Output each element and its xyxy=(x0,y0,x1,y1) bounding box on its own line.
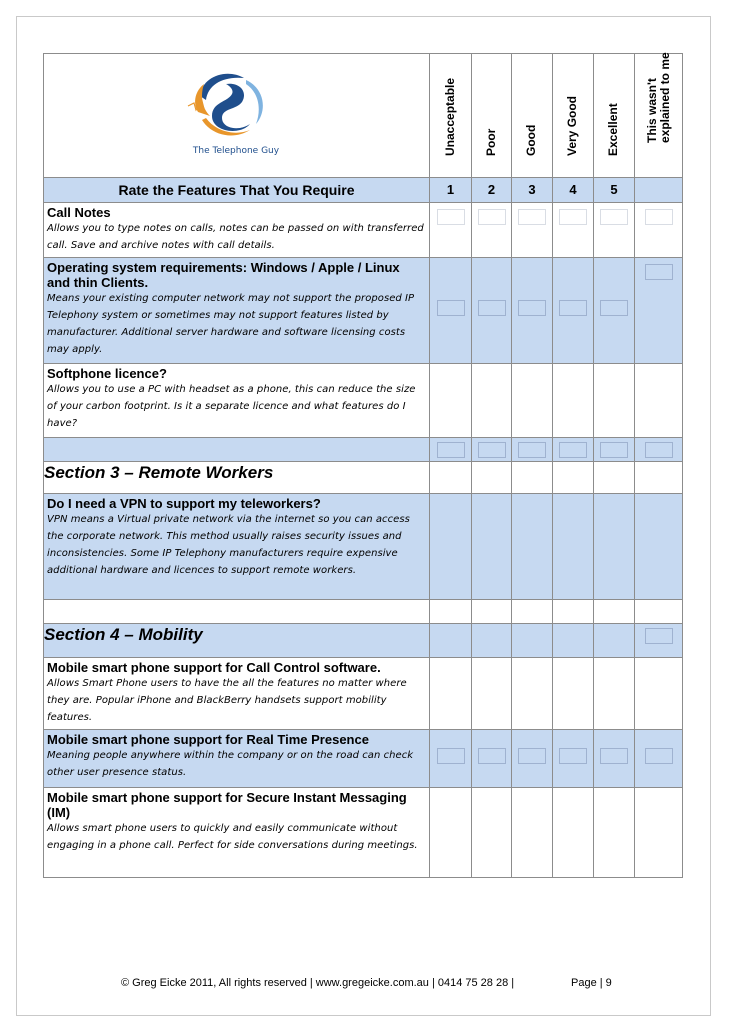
rating-cell-4[interactable] xyxy=(553,258,594,364)
rating-cell-4[interactable] xyxy=(553,788,594,878)
table-row xyxy=(44,658,683,730)
rating-cell-1[interactable] xyxy=(430,494,472,600)
rating-cell-1[interactable] xyxy=(430,658,472,730)
table-row xyxy=(44,730,683,788)
feature-cell xyxy=(44,203,430,258)
rating-cell-na[interactable] xyxy=(635,258,683,364)
rating-cell-na[interactable] xyxy=(635,730,683,788)
column-label-row xyxy=(44,54,683,178)
feature-description: Allows you to type notes on calls, notes can be passed on with transferred call. Save and archive notes with call details. xyxy=(47,223,424,251)
rating-cell-5[interactable] xyxy=(594,364,635,438)
feature-cell xyxy=(44,788,430,878)
score-2: 2 xyxy=(472,178,512,203)
logo-cell xyxy=(44,54,430,178)
feature-title: Softphone licence? xyxy=(47,366,167,381)
not-explained-line-1: This wasn't xyxy=(644,78,659,143)
feature-cell xyxy=(44,364,430,438)
score-na xyxy=(635,178,683,203)
rating-cell-na[interactable] xyxy=(635,658,683,730)
not-explained-line-2: explained to me xyxy=(657,52,672,143)
rating-cell-1[interactable] xyxy=(430,730,472,788)
rating-cell-3[interactable] xyxy=(512,364,553,438)
rating-cell-2[interactable] xyxy=(472,788,512,878)
rating-cell-4[interactable] xyxy=(553,203,594,258)
feature-description: Allows you to use a PC with headset as a phone, this can reduce the size of your carbon footprint. Is it a separate licence and what features do I have? xyxy=(47,384,416,429)
footer-copyright: © Greg Eicke 2011, All rights reserved | www.gregeicke.com.au | 0414 75 28 28 | xyxy=(121,977,515,989)
feature-title: Do I need a VPN to support my teleworkers? xyxy=(47,496,321,511)
table-row xyxy=(44,258,683,364)
feature-title: Mobile smart phone support for Secure Instant Messaging (IM) xyxy=(47,790,407,820)
rating-cell-5[interactable] xyxy=(594,788,635,878)
spacer-row xyxy=(44,438,683,462)
feature-cell xyxy=(44,258,430,364)
rating-cell-3[interactable] xyxy=(512,494,553,600)
logo-caption: The Telephone Guy xyxy=(192,146,280,156)
rating-cell-4[interactable] xyxy=(553,658,594,730)
score-4: 4 xyxy=(553,178,594,203)
score-1: 1 xyxy=(430,178,472,203)
rating-cell-5[interactable] xyxy=(594,730,635,788)
rating-cell-3[interactable] xyxy=(512,730,553,788)
rating-cell-4[interactable] xyxy=(553,364,594,438)
rating-cell-1[interactable] xyxy=(430,788,472,878)
rating-cell-4[interactable] xyxy=(553,730,594,788)
rating-table xyxy=(43,53,683,878)
feature-description: VPN means a Virtual private network via the internet so you can access the corporate network. This method usually raises security issues and inconsistencies. Some IP Telephony manufacturers require expensive additional hardware and licences to support remote workers. xyxy=(47,514,410,576)
feature-cell xyxy=(44,494,430,600)
rating-cell-4[interactable] xyxy=(553,494,594,600)
telephone-guy-logo xyxy=(44,54,430,172)
rating-cell-1[interactable] xyxy=(430,364,472,438)
rating-cell-2[interactable] xyxy=(472,494,512,600)
rating-cell-2[interactable] xyxy=(472,364,512,438)
header-unacceptable: Unacceptable xyxy=(430,54,472,178)
rating-cell-3[interactable] xyxy=(512,258,553,364)
rating-cell-1[interactable] xyxy=(430,258,472,364)
section-title: Section 3 – Remote Workers xyxy=(44,462,430,494)
score-5: 5 xyxy=(594,178,635,203)
header-very-good: Very Good xyxy=(553,54,594,178)
table-row xyxy=(44,494,683,600)
rating-cell-2[interactable] xyxy=(472,658,512,730)
feature-description: Allows Smart Phone users to have the all the features no matter where they are. Popular iPhone and BlackBerry handsets support mobility features. xyxy=(47,678,407,723)
header-not-explained xyxy=(635,54,683,178)
rating-cell-na[interactable] xyxy=(635,203,683,258)
footer-page-number: Page | 9 xyxy=(571,977,612,989)
rating-cell-na[interactable] xyxy=(635,364,683,438)
feature-title: Mobile smart phone support for Real Time Presence xyxy=(47,732,369,747)
rating-cell-2[interactable] xyxy=(472,258,512,364)
rating-cell-1[interactable] xyxy=(430,203,472,258)
section-row xyxy=(44,462,683,494)
rating-cell-5[interactable] xyxy=(594,203,635,258)
table-row xyxy=(44,203,683,258)
rating-cell-na[interactable] xyxy=(635,494,683,600)
feature-title: Call Notes xyxy=(47,205,111,220)
rating-cell-2[interactable] xyxy=(472,203,512,258)
feature-description: Allows smart phone users to quickly and easily communicate without engaging in a phone call. Perfect for side conversations during meetings. xyxy=(47,823,418,851)
feature-cell xyxy=(44,658,430,730)
header-good: Good xyxy=(512,54,553,178)
table-title: Rate the Features That You Require xyxy=(44,178,430,203)
header-excellent: Excellent xyxy=(594,54,635,178)
table-row xyxy=(44,788,683,878)
rating-cell-3[interactable] xyxy=(512,788,553,878)
feature-cell xyxy=(44,730,430,788)
score-3: 3 xyxy=(512,178,553,203)
section-title: Section 4 – Mobility xyxy=(44,624,430,658)
rating-cell-5[interactable] xyxy=(594,494,635,600)
rating-cell-3[interactable] xyxy=(512,658,553,730)
rating-cell-5[interactable] xyxy=(594,658,635,730)
feature-description: Meaning people anywhere within the company or on the road can check other user presence status. xyxy=(47,750,414,778)
rating-cell-na[interactable] xyxy=(635,788,683,878)
table-header-row xyxy=(44,178,683,203)
rating-cell-2[interactable] xyxy=(472,730,512,788)
feature-description: Means your existing computer network may not support the proposed IP Telephony system or sometimes may not support features listed by manufacturer. Additional server hardware and software licensing costs may apply. xyxy=(47,293,415,355)
feature-title: Operating system requirements: Windows / Apple / Linux and thin Clients. xyxy=(47,260,400,290)
spacer-row xyxy=(44,600,683,624)
rating-cell-3[interactable] xyxy=(512,203,553,258)
feature-title: Mobile smart phone support for Call Control software. xyxy=(47,660,381,675)
table-row xyxy=(44,364,683,438)
section-row xyxy=(44,624,683,658)
rating-cell-5[interactable] xyxy=(594,258,635,364)
header-poor: Poor xyxy=(472,54,512,178)
